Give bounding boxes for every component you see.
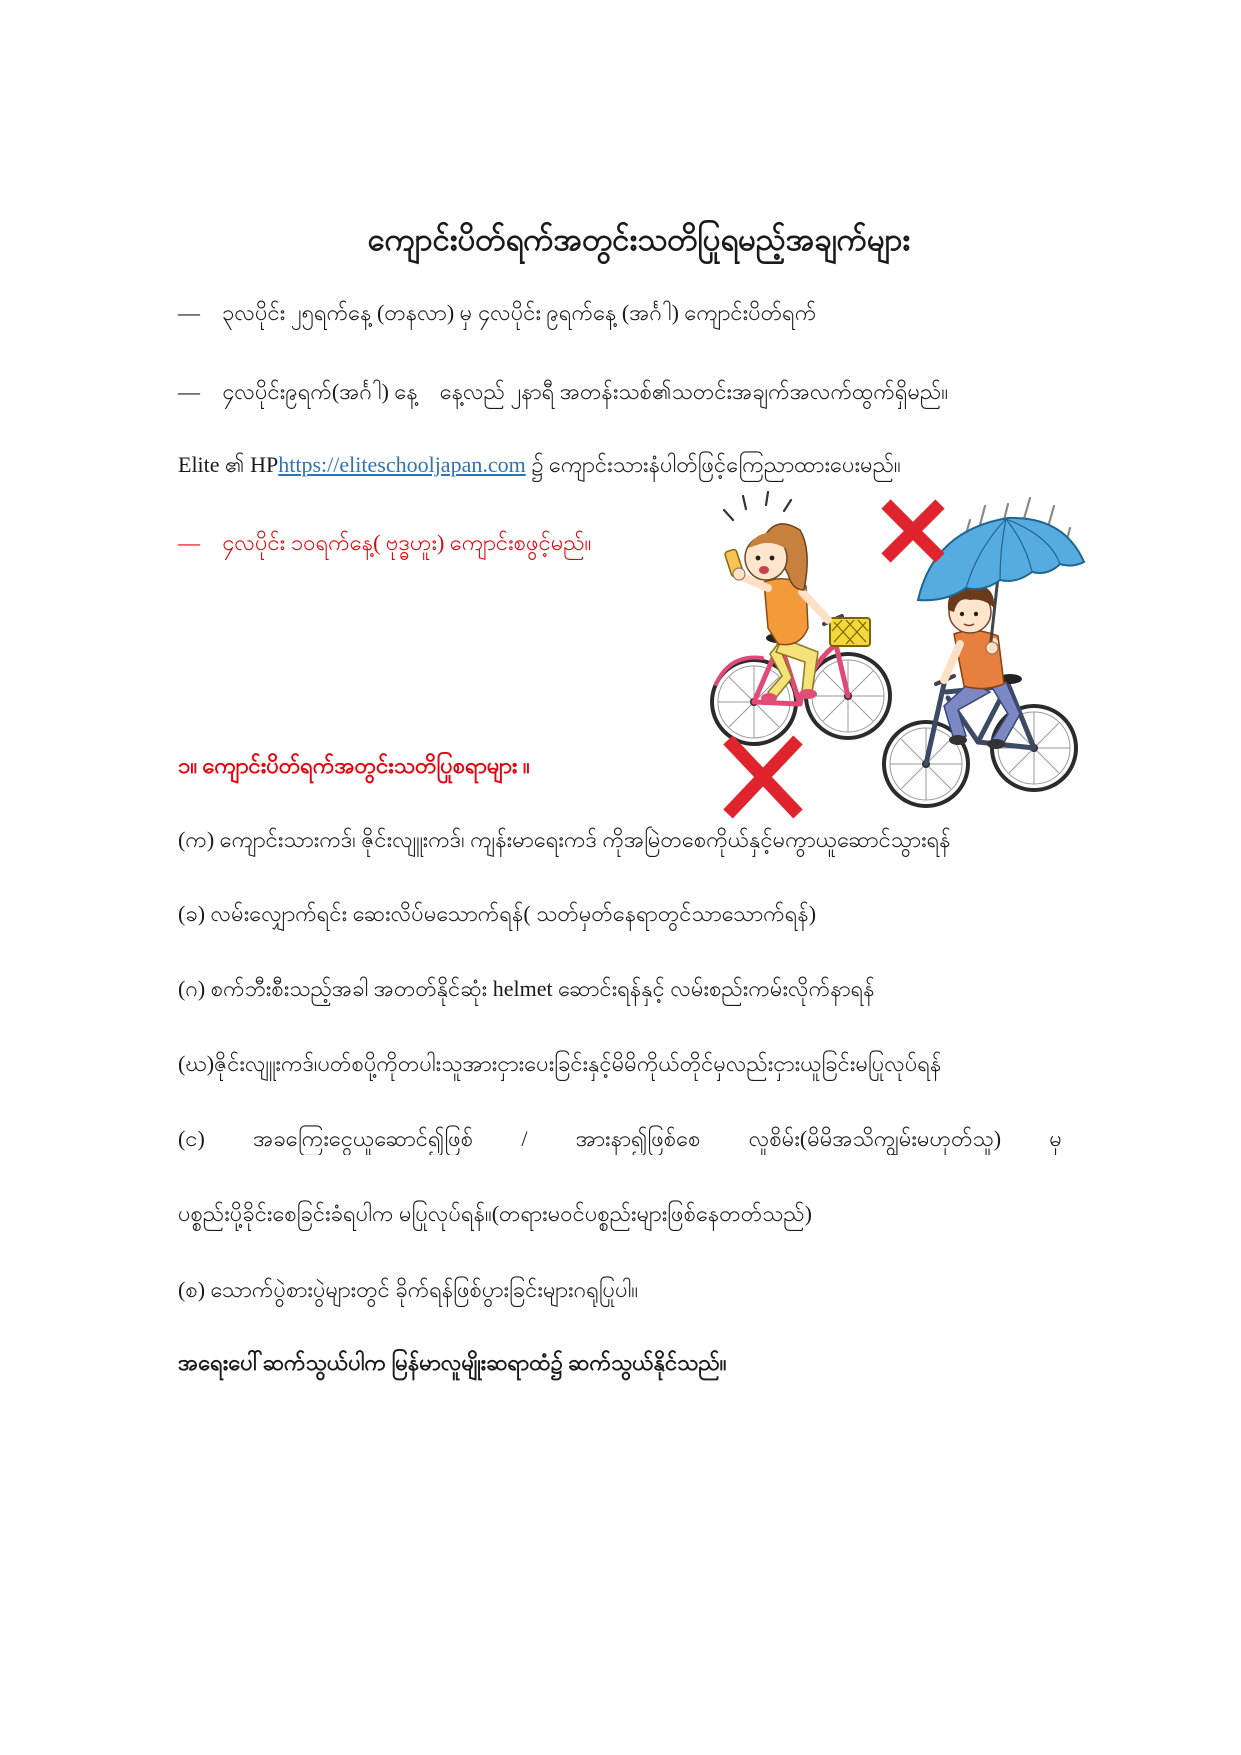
school-opening-notice <box>178 527 591 559</box>
school-website-link[interactable]: https://eliteschooljapan.com <box>278 452 526 477</box>
prohibited-x-mark-top <box>886 504 940 558</box>
rule-text: (ဂ) စက်ဘီးစီးသည့်အခါ အတတ်နိုင်ဆုံး helmet ဆောင်းရန်နှင့် လမ်းစည်းကမ်းလိုက်နာရန် <box>178 976 875 1001</box>
rule-item <box>178 1274 638 1306</box>
class-announcement-text: ၄လပိုင်း၉ရက်(အင်္ဂါ) နေ့ နေ့လည် ၂နာရီ အတန်းသစ်၏သတင်းအချက်အလက်ထွက်ရှိမည်။ <box>222 379 948 404</box>
rule-item <box>178 824 951 856</box>
website-notice <box>178 449 901 481</box>
boy-arm <box>944 644 960 680</box>
girl-shoe <box>799 689 817 699</box>
boy-shoe <box>949 735 967 745</box>
dash-bullet: — <box>178 300 200 325</box>
bicycle-safety-illustration <box>708 478 1096 834</box>
boy-shoe <box>987 739 1005 749</box>
phone-ringing-marks <box>724 492 791 520</box>
girl-shoe <box>761 693 777 703</box>
rule-item <box>178 973 875 1005</box>
rule-text: ပစ္စည်းပို့ခိုင်းစေခြင်းခံရပါက မပြုလုပ်ရန်။(တရားမဝင်ပစ္စည်းများဖြစ်နေတတ်သည်) <box>178 1201 812 1226</box>
prohibited-x-mark-bottom <box>728 740 798 814</box>
rule-item <box>178 1048 941 1080</box>
rule-item-continuation <box>178 1198 812 1230</box>
rule-item-justified-line: (င) အခကြေးငွေယူဆောင်၍ဖြစ် / အားနာ၍ဖြစ်စေ လူစိမ်း(မိမိအသိကျွမ်းမဟုတ်သူ) မှ <box>178 1126 1062 1151</box>
website-suffix: ၌ ကျောင်းသားနံပါတ်ဖြင့်ကြေညာထားပေးမည်။ <box>525 452 901 477</box>
umbrella-icon <box>918 518 1084 600</box>
emergency-contact-text: အရေးပေါ်ဆက်သွယ်ပါက မြန်မာလူမျိုးဆရာထံ၌ ဆက်သွယ်နိုင်သည်။ <box>178 1350 727 1375</box>
document-title: ကျောင်းပိတ်ရက်အတွင်းသတိပြုရမည့်အချက်များ <box>367 222 911 257</box>
school-opening-text: ၄လပိုင်း ၁၀ရက်နေ့( ဗုဒ္ဓဟူး) ကျောင်းစဖွင့်မည်။ <box>222 530 592 555</box>
rule-item <box>178 898 816 930</box>
rule-text: (ဃ)ဇိုင်းလျူးကဒ်၊ပတ်စပို့ကိုတပါးသူအားငှားပေးခြင်းနှင့်မိမိကိုယ်တိုင်မှလည်းငှားယူခြင်းမပြုလုပ်ရန် <box>178 1051 942 1076</box>
dash-bullet: — <box>178 530 200 555</box>
bicycle-basket <box>830 618 870 646</box>
rule-text: (ခ) လမ်းလျှောက်ရင်း ဆေးလိပ်မသောက်ရန်( သတ်မှတ်နေရာတွင်သာသောက်ရန်) <box>178 901 817 926</box>
section-heading <box>178 750 530 782</box>
emergency-contact-note <box>178 1347 726 1379</box>
class-announcement-notice <box>178 376 948 408</box>
rule-text: (စ) သောက်ပွဲစားပွဲများတွင် ခိုက်ရန်ဖြစ်ပွားခြင်းများဂရုပြုပါ။ <box>178 1277 639 1302</box>
closure-period-notice <box>178 297 816 329</box>
section-heading-text: ၁။ ကျောင်းပိတ်ရက်အတွင်းသတိပြုစရာများ ။ <box>178 753 530 778</box>
dash-bullet: — <box>178 379 200 404</box>
website-prefix: Elite ၏ HP <box>178 452 279 477</box>
rule-text: (က) ကျောင်းသားကဒ်၊ ဇိုင်းလျူးကဒ်၊ ကျန်းမာရေးကဒ် ကိုအမြဲတစေကိုယ်နှင့်မကွာယူဆောင်သွားရန် <box>178 827 951 852</box>
girl-on-phone-figure <box>724 524 828 703</box>
closure-period-text: ၃လပိုင်း ၂၅ရက်နေ့ (တနလာ) မှ ၄လပိုင်း ၉ရက်နေ့ (အင်္ဂါ) ကျောင်းပိတ်ရက် <box>222 300 817 325</box>
